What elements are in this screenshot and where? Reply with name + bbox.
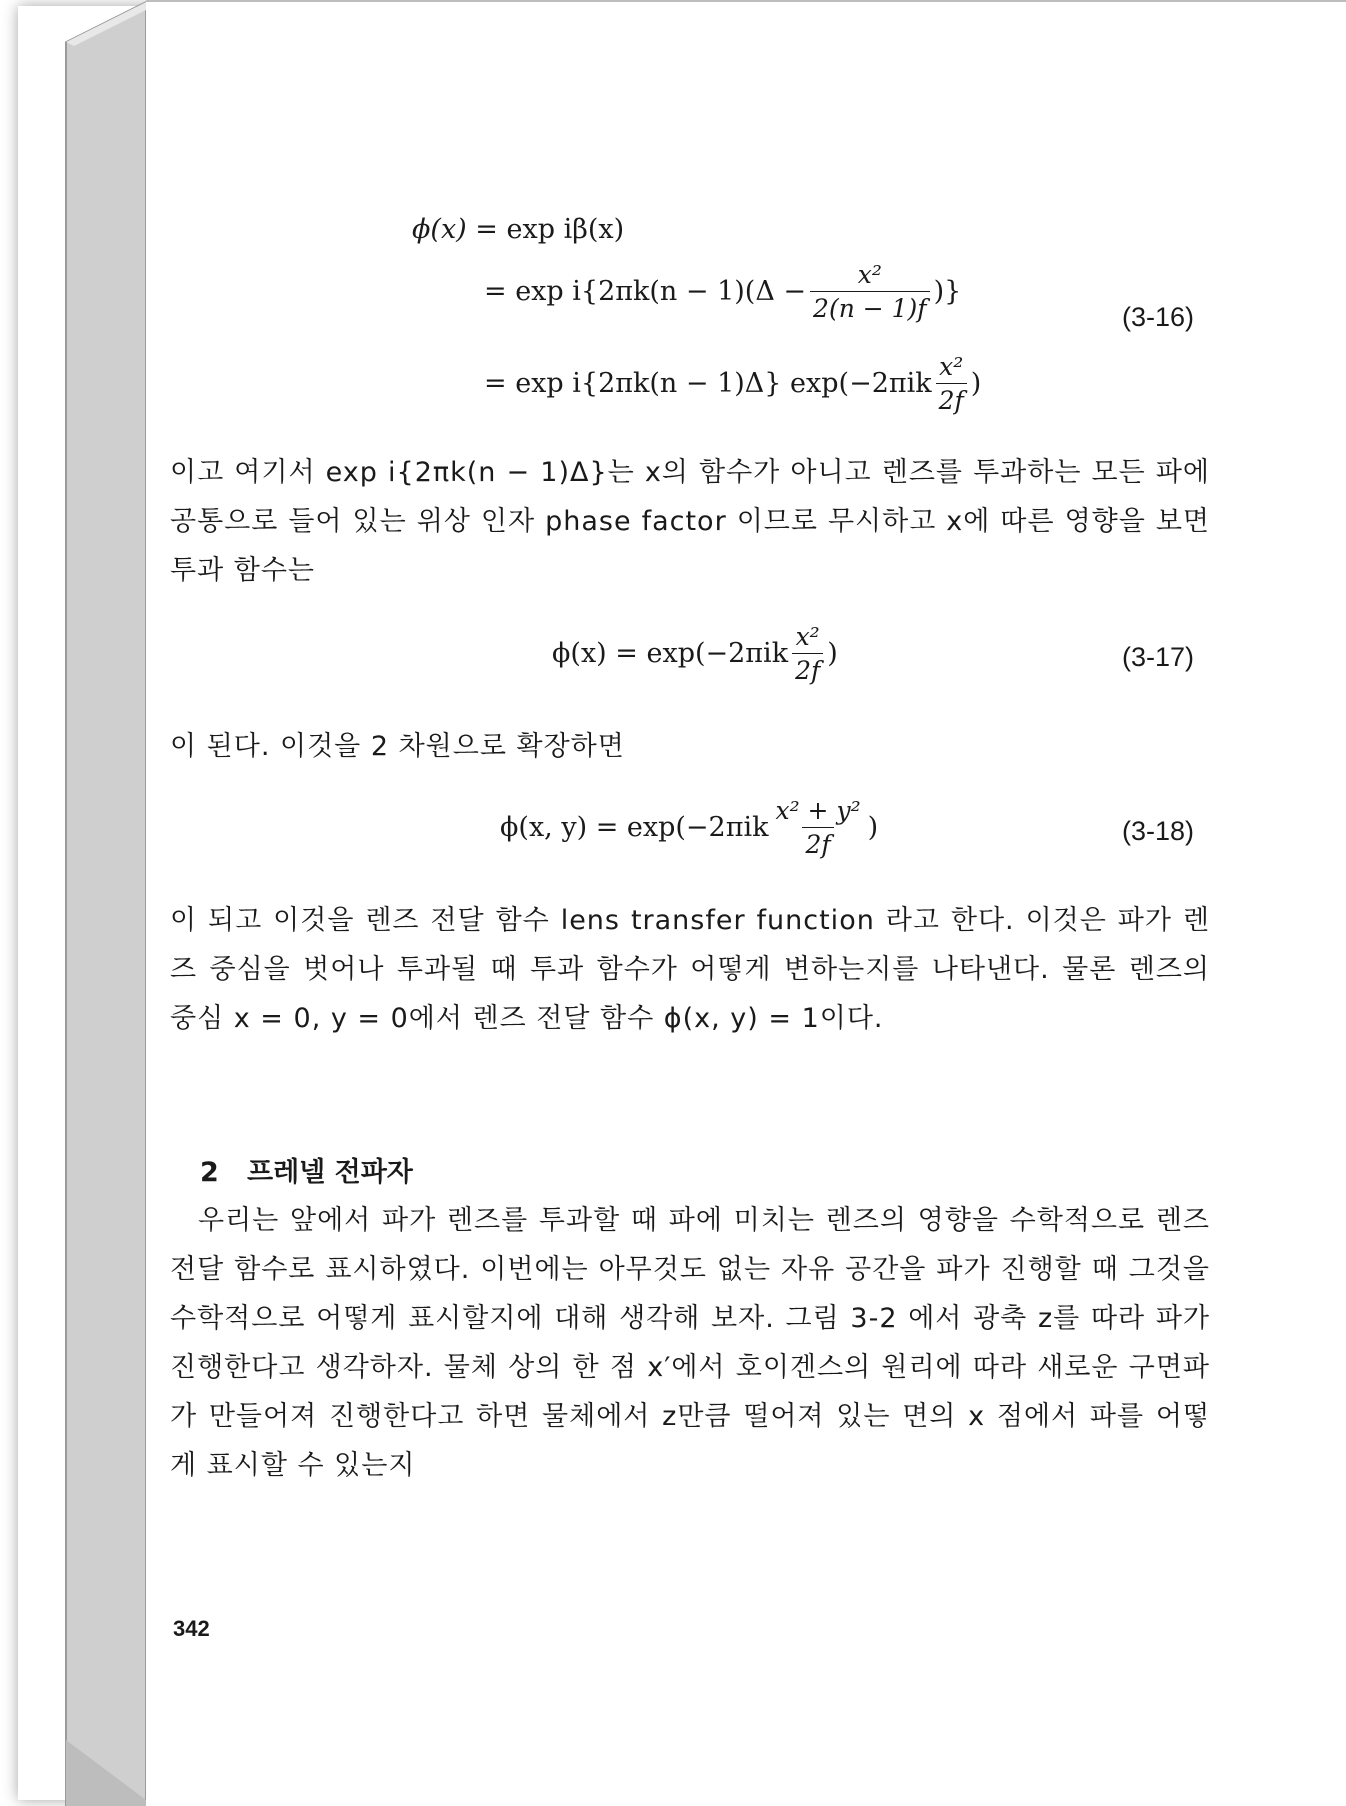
fraction-numerator: x² <box>857 260 882 289</box>
equation-rhs: = exp iβ(x) <box>475 214 625 245</box>
equation-part: = exp i{2πk(n − 1)(Δ − <box>484 276 807 307</box>
equation-3-17 <box>552 622 838 685</box>
equation-lhs: ϕ(x) <box>412 214 467 245</box>
section-title: 프레넬 전파자 <box>247 1157 413 1188</box>
equation-part: )} <box>933 276 962 307</box>
equation-part: ϕ(x, y) = exp(−2πik <box>500 812 769 843</box>
equation-fraction <box>810 260 930 323</box>
equation-part: ϕ(x) = exp(−2πik <box>552 638 789 669</box>
paragraph-text: 이고 여기서 exp i{2πk(n − 1)Δ}는 x의 함수가 아니고 렌즈를 투과하는 모든 파에 공통으로 들어 있는 위상 인자 phase factor 이므로 무시하고 x에 따른 영향을 보면 투과 함수는 <box>170 457 1210 586</box>
equation-fraction <box>936 352 967 415</box>
page-number: 342 <box>173 1616 210 1641</box>
fraction-denominator: 2f <box>802 827 833 859</box>
paragraph-text: 우리는 앞에서 파가 렌즈를 투과할 때 파에 미치는 렌즈의 영향을 수학적으로 렌즈 전달 함수로 표시하였다. 이번에는 아무것도 없는 자유 공간을 파가 진행할 때 그것을 수학적으로 어떻게 표시할지에 대해 생각해 보자. 그림 3-2 에서 광축 z를 따라 파가 진행한다고 생각하자. 물체 상의 한 점 x′에서 호이겐스의 원리에 따라 새로운 구면파가 만들어져 진행한다고 하면 물체에서 z만큼 떨어져 있는 면의 x 점에서 파를 어떻게 표시할 수 있는지 <box>170 1205 1210 1481</box>
section-heading <box>200 1150 413 1189</box>
paragraph-text: 이 되고 이것을 렌즈 전달 함수 lens transfer function 라고 한다. 이것은 파가 렌즈 중심을 벗어나 투과될 때 투과 함수가 어떻게 변하는지를 나타낸다. 물론 렌즈의 중심 x = 0, y = 0에서 렌즈 전달 함수 ϕ(x, y) = 1이다. <box>170 905 1210 1034</box>
equation-number-3-18: (3-18) <box>1122 816 1195 846</box>
equation-3-16-line-3 <box>484 352 981 415</box>
equation-number-3-16: (3-16) <box>1122 302 1195 332</box>
paragraph-4 <box>170 1196 1210 1490</box>
equation-3-16-line-1 <box>412 214 624 245</box>
paragraph-text: 이 된다. 이것을 2 차원으로 확장하면 <box>170 731 625 762</box>
paragraph-1 <box>170 448 1210 595</box>
fraction-numerator: x² <box>939 352 964 381</box>
equation-fraction <box>792 622 823 685</box>
paragraph-3 <box>170 896 1210 1043</box>
fraction-denominator: 2f <box>792 653 823 685</box>
equation-fraction <box>772 796 863 859</box>
equation-part: = exp i{2πk(n − 1)Δ} exp(−2πik <box>484 368 932 399</box>
fraction-numerator: x² <box>795 622 820 651</box>
fraction-denominator: 2(n − 1)f <box>810 291 930 323</box>
equation-3-18 <box>500 796 878 859</box>
section-number: 2 <box>200 1157 219 1188</box>
equation-number-3-17: (3-17) <box>1122 642 1195 672</box>
fraction-denominator: 2f <box>936 383 967 415</box>
equation-part: ) <box>827 638 838 669</box>
equation-3-16-line-2 <box>484 260 961 323</box>
equation-part: ) <box>867 812 879 843</box>
book-spine <box>0 0 150 1806</box>
equation-part: ) <box>970 368 982 399</box>
paragraph-2 <box>170 722 1210 771</box>
fraction-numerator: x² + y² <box>775 796 861 825</box>
